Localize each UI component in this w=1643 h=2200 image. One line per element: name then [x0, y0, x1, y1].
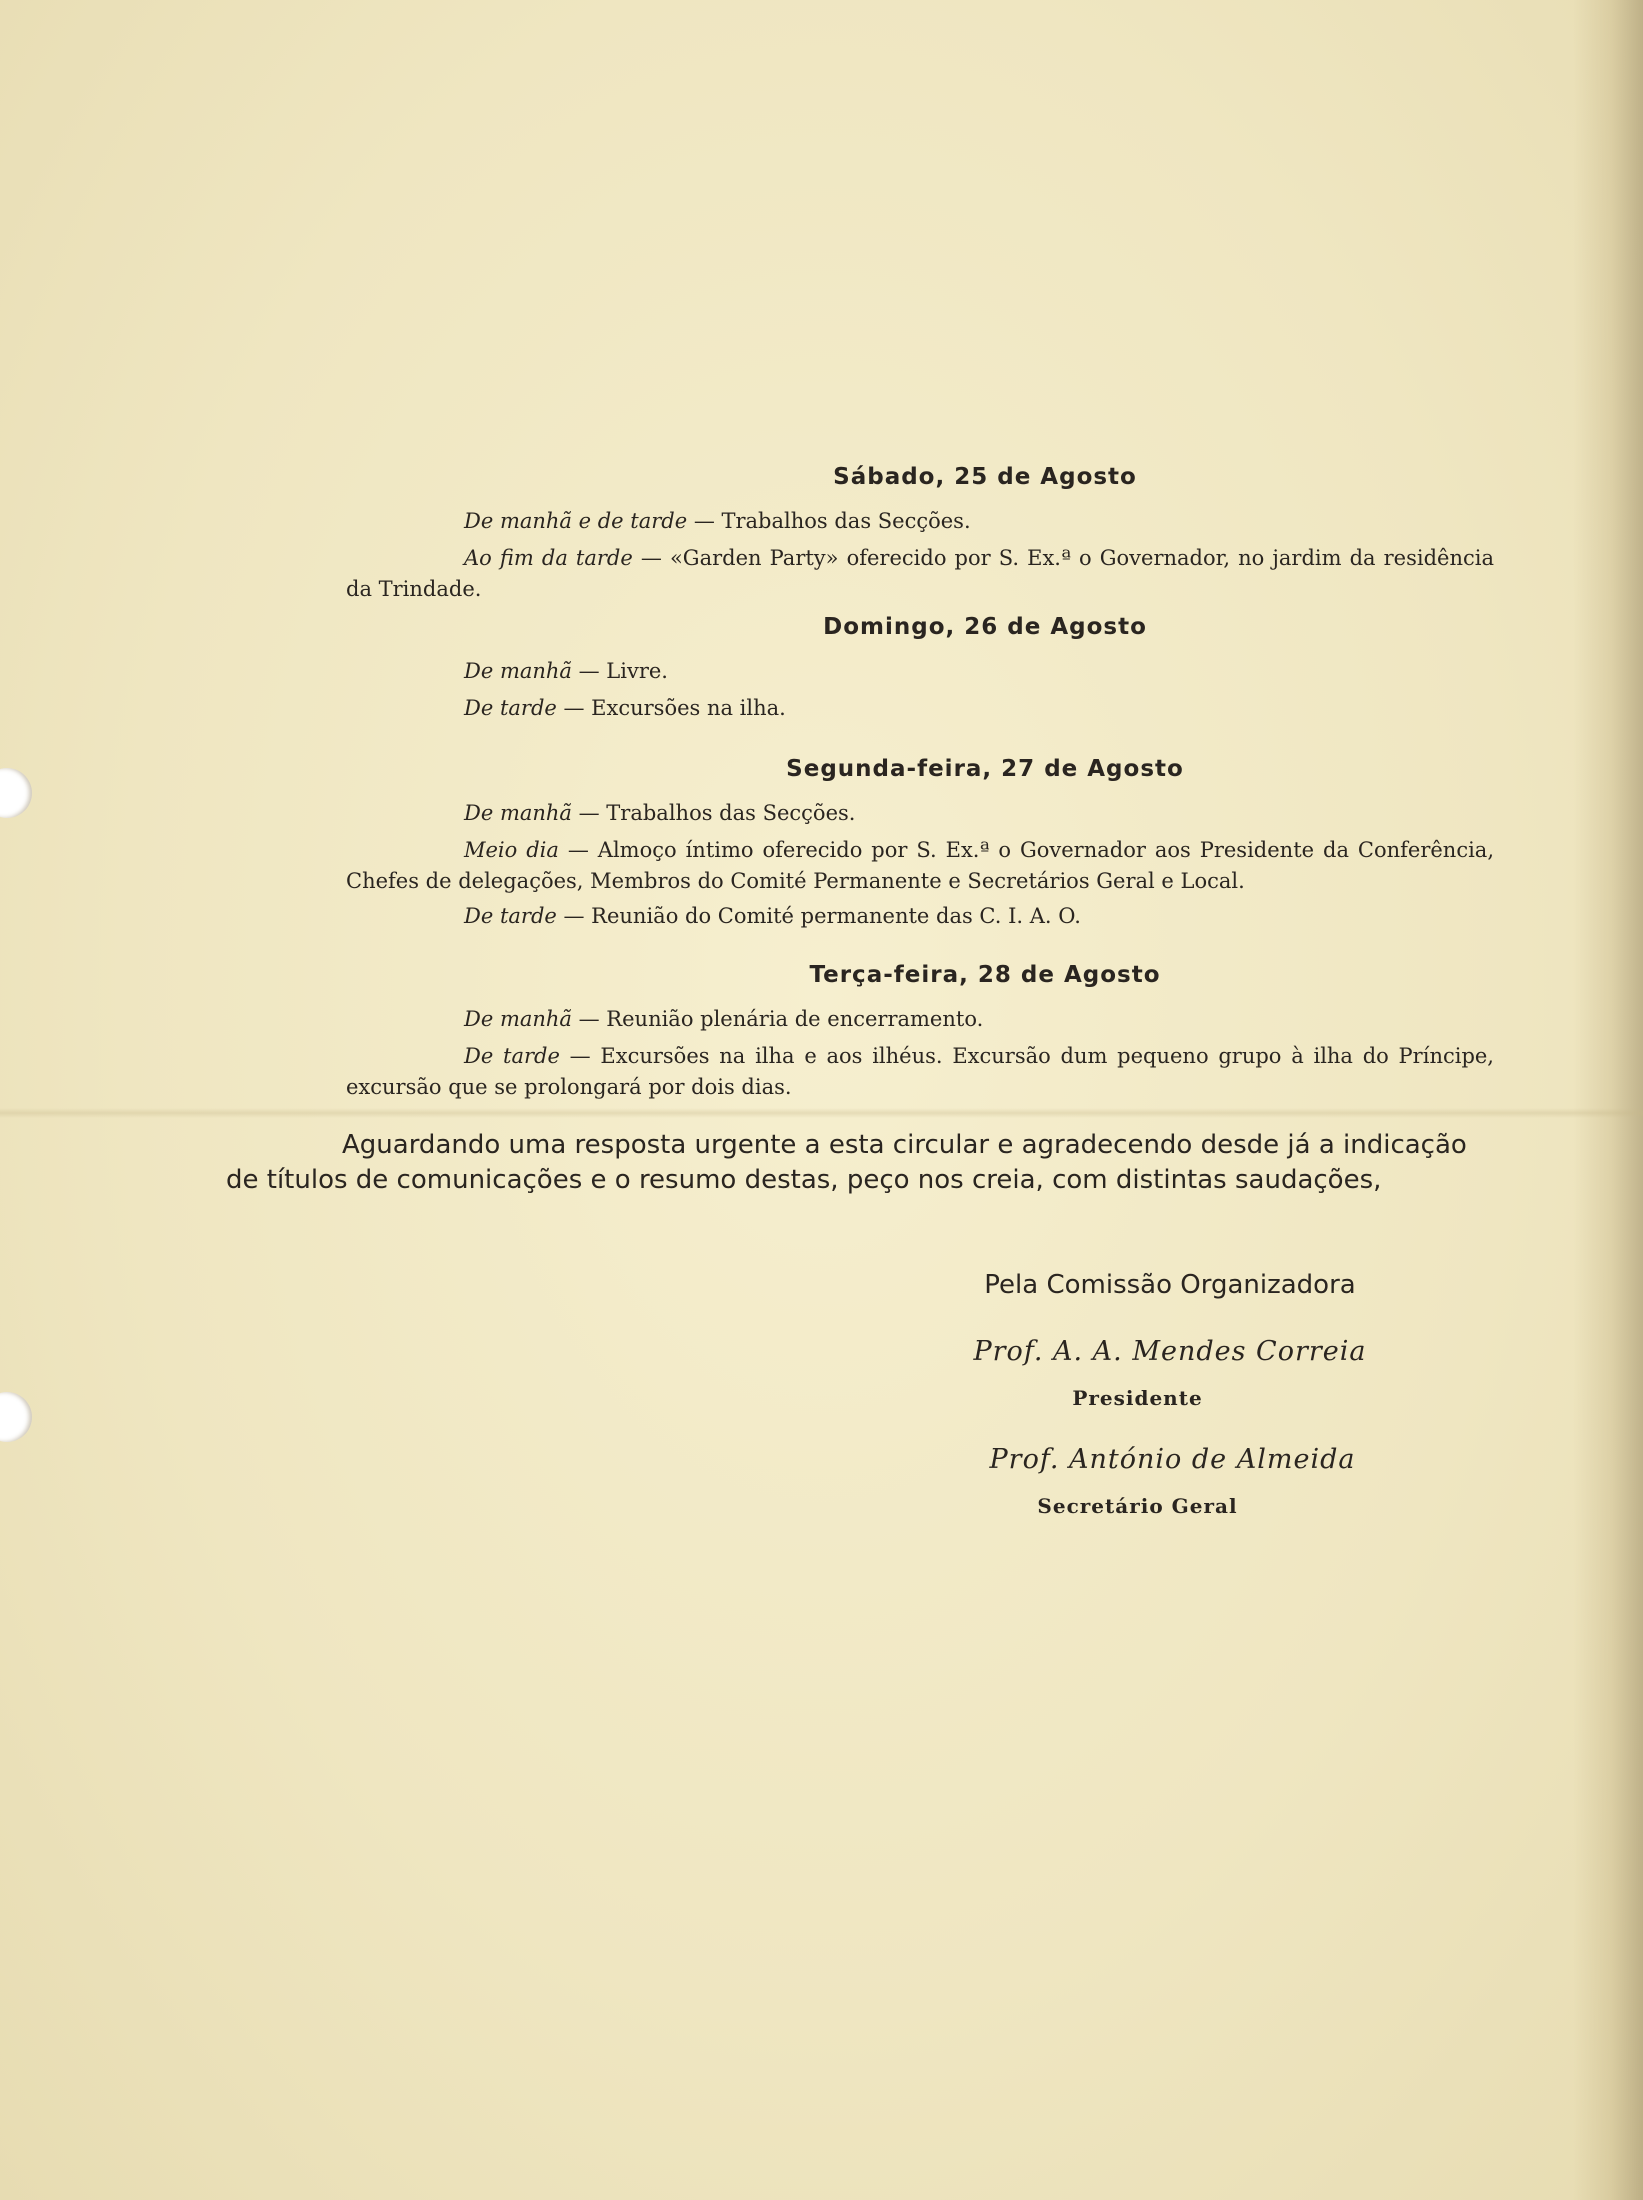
time-of-day: De tarde — [464, 1044, 560, 1068]
activity-text: — Excursões na ilha. — [556, 696, 786, 720]
schedule-item — [346, 656, 1494, 687]
president-role: Presidente — [1072, 1386, 1203, 1410]
day-section-monday — [346, 756, 1494, 932]
activity-text: — Trabalhos das Secções. — [571, 801, 856, 825]
schedule-item — [346, 835, 1494, 897]
closing-paragraph — [226, 1128, 1492, 1198]
day-title: Domingo, 26 de Agosto — [823, 614, 1147, 640]
activity-text: — Trabalhos das Secções. — [687, 509, 971, 533]
time-of-day: De tarde — [464, 904, 557, 928]
schedule-item — [346, 1004, 1494, 1035]
schedule-item — [346, 693, 1494, 724]
time-of-day: Meio dia — [464, 838, 559, 862]
day-section-tuesday — [346, 962, 1494, 1103]
schedule-item — [346, 506, 1494, 537]
activity-text: — Almoço íntimo oferecido por S. Ex.ª o Governador aos Presidente da Conferência, Chefes de delegações, Membros do Comité Permanente e Secretários Geral e Local. — [346, 838, 1494, 893]
president-signature: Prof. A. A. Mendes Correia — [973, 1336, 1367, 1367]
schedule-item — [346, 543, 1494, 605]
punch-hole — [0, 768, 32, 818]
paper-fold-line — [0, 1108, 1643, 1118]
schedule-item — [346, 901, 1494, 932]
secretary-role: Secretário Geral — [1037, 1494, 1238, 1518]
time-of-day: De manhã — [464, 659, 572, 683]
schedule-item — [346, 1041, 1494, 1103]
commission-label: Pela Comissão Organizadora — [984, 1270, 1356, 1300]
closing-line: Aguardando uma resposta urgente a esta circular e agradecendo desde já a indicação — [342, 1130, 1467, 1160]
closing-line: de títulos de comunicações e o resumo destas, peço nos creia, com distintas saudações, — [226, 1165, 1382, 1195]
schedule-item — [346, 798, 1494, 829]
day-title: Segunda-feira, 27 de Agosto — [786, 756, 1184, 782]
day-title: Terça-feira, 28 de Agosto — [809, 962, 1161, 988]
time-of-day: De manhã — [464, 1007, 572, 1031]
punch-hole — [0, 1392, 32, 1442]
day-section-saturday — [346, 464, 1494, 605]
activity-text: — Reunião do Comité permanente das C. I. A. O. — [556, 904, 1081, 928]
day-title: Sábado, 25 de Agosto — [833, 464, 1137, 490]
time-of-day: De manhã e de tarde — [464, 509, 688, 533]
time-of-day: De manhã — [464, 801, 572, 825]
day-section-sunday — [346, 614, 1494, 724]
activity-text: — Livre. — [571, 659, 668, 683]
time-of-day: Ao fim da tarde — [464, 546, 633, 570]
paper-edge-shadow — [1573, 0, 1643, 2200]
activity-text: — «Garden Party» oferecido por S. Ex.ª o Governador, no jardim da residência da Trindade. — [346, 546, 1494, 601]
time-of-day: De tarde — [464, 696, 557, 720]
secretary-signature: Prof. António de Almeida — [989, 1444, 1356, 1475]
activity-text: — Reunião plenária de encerramento. — [571, 1007, 984, 1031]
activity-text: — Excursões na ilha e aos ilhéus. Excursão dum pequeno grupo à ilha do Príncipe, excursão que se prolongará por dois dias. — [346, 1044, 1494, 1099]
